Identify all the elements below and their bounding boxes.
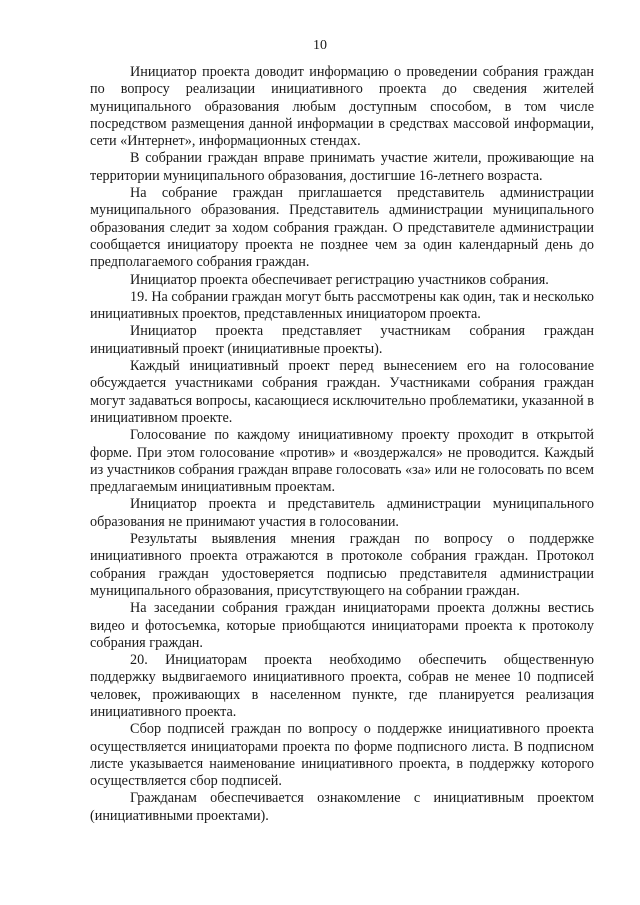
paragraph: Инициатор проекта обеспечивает регистрацию участников собрания. [130,271,549,288]
paragraph: Голосование по каждому инициативному проекту проходит в открытой форме. При этом голосование «против» и «воздержался» не проводится. Каждый из участников собрания граждан вправе голосовать «за» или не голосовать по всем предлагаемым инициативным проектам. [90,427,594,496]
paragraph: Инициатор проекта и представитель администрации муниципального образования не принимают участия в голосовании. [90,496,594,530]
paragraph: Инициатор проекта доводит информацию о проведении собрания граждан по вопросу реализации инициативного проекта до сведения жителей муниципального образования любым доступным способом, в том числе посредством размещения данной информации в средствах массовой информации, сети «Интернет», информационных стендах. [90,64,594,150]
paragraph: Сбор подписей граждан по вопросу о поддержке инициативного проекта осуществляется инициаторами проекта по форме подписного листа. В подписном листе указывается наименование инициативного проекта, в поддержку которого осуществляется сбор подписей. [90,721,594,790]
paragraph: Гражданам обеспечивается ознакомление с инициативным проектом (инициативными проектами). [90,790,594,824]
paragraph: Результаты выявления мнения граждан по вопросу о поддержке инициативного проекта отражаются в протоколе собрания граждан. Протокол собрания граждан удостоверяется подписью представителя администрации муниципального образования, присутствующего на собрании граждан. [90,531,594,599]
paragraph: 19. На собрании граждан могут быть рассмотрены как один, так и несколько инициативных проектов, представленных инициатором проекта. [90,288,594,323]
document-body [90,64,594,825]
paragraph: На собрание граждан приглашается представитель администрации муниципального образования. Представитель администрации муниципального образования следит за ходом собрания граждан. О представителе администрации сообщается инициатору проекта не позднее чем за один календарный день до предполагаемого собрания граждан. [90,185,594,271]
paragraph: 20. Инициаторам проекта необходимо обеспечить общественную поддержку выдвигаемого инициативного проекта, собрав не менее 10 подписей человек, проживающих в населенном пункте, где планируется реализация инициативного проекта. [90,652,594,720]
paragraph: Каждый инициативный проект перед вынесением его на голосование обсуждается участниками собрания граждан. Участниками собрания граждан могут задаваться вопросы, касающиеся исключительно проблематики, указанной в инициативном проекте. [90,358,594,426]
paragraph: Инициатор проекта представляет участникам собрания граждан инициативный проект (инициативные проекты). [90,323,594,357]
paragraph: В собрании граждан вправе принимать участие жители, проживающие на территории муниципального образования, достигшие 16-летнего возраста. [90,150,594,184]
paragraph: На заседании собрания граждан инициаторами проекта должны вестись видео и фотосъемка, которые приобщаются инициаторами проекта к протоколу собрания граждан. [90,600,594,651]
page-number: 10 [313,38,327,53]
